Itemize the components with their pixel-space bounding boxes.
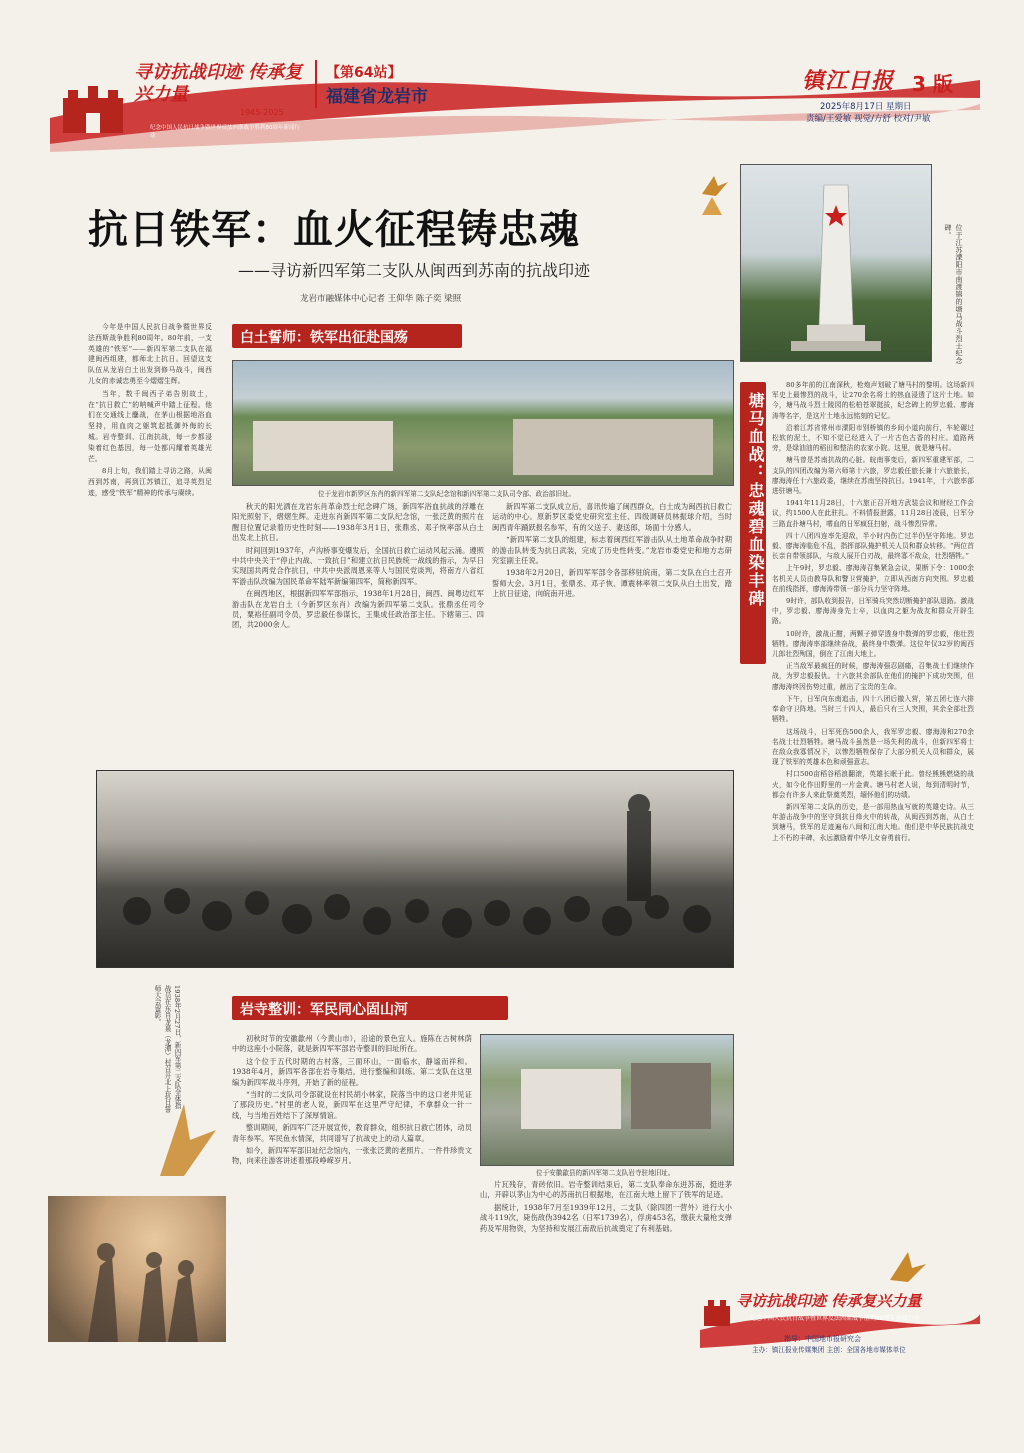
section2-paragraph: 初秋时节的安徽歙州（今黄山市），沿途的景色宜人。施陈在古树林荫中的这座小小院落，就是新四军军部岩寺整训的旧址所在。 — [232, 1034, 472, 1054]
origami-bird-icon — [150, 1100, 220, 1180]
monument-icon — [741, 165, 931, 361]
section2-courtyard-photo — [480, 1034, 734, 1166]
section2-paragraph: 这个位于五代时期的古村落，三面环山，一面临水，静谧而祥和。1938年4月，新四军各部在岩寺集结，进行整编和训练。第二支队在这里编为新四军战斗序列，开始了新的征程。 — [232, 1056, 472, 1087]
section3-paragraph: 新四军第二支队的历史，是一部用热血写就的英雄史诗。从三年游击战争中的坚守到抗日烽火中的转战，从闽西到苏南，从白土到塘马，铁军的足迹遍布八闽和江南大地。他们是中华民族抗战史上不朽的丰碑，永远激励着中华儿女奋勇前行。 — [772, 802, 974, 842]
section1-body-col2 — [492, 502, 732, 770]
section2-paragraph: 据统计，1938年7月至1939年12月，二支队（除四团一营外）进行大小战斗119次，毙伤敌伪3942名（日军1739名），俘虏453名，缴获大量枪支弹药及军用物资，为坚持和发展江南敌后抗战奠定了有利基础。 — [480, 1202, 732, 1233]
section2-paragraph: “当时的二支队司令部就设在村民胡小林家，院落当中的这口老井见证了那段历史。”村里的老人说，新四军在这里严守纪律，不拿群众一针一线，与当地百姓结下了深厚情谊。 — [232, 1090, 472, 1120]
section1-paragraph: “新四军第二支队的组建，标志着闽西红军游击队从土地革命战争时期的游击队转变为抗日武装，完成了历史性转变。”龙岩市委党史和地方志研究室副主任说。 — [492, 535, 732, 566]
masthead — [50, 48, 980, 156]
section3-paragraph: 下午，日军向东南追击，四十八团后撤入营，第五团七连六排奉命守卫阵地。当时三十四人，最后只有三人突围，其余全部壮烈牺牲。 — [772, 694, 974, 724]
section3-body — [772, 380, 974, 1284]
section3-paragraph: 村口500亩稻谷稻浪翻滚，英雄长眠于此。曾经熊熊燃烧的战火，如今化作田野里的一片金黄。塘马村老人说，每到清明时节，都会有许多人来此祭奠英烈，缅怀他们的功绩。 — [772, 770, 974, 799]
section1-paragraph: 时间回到1937年，卢沟桥事变爆发后，全国抗日救亡运动风起云涌。遵照中共中央关于“停止内战、一致抗日”和建立抗日民族统一战线的指示，为早日实现国共两党合作抗日，中共中央派周恩来等人与国民党谈判，将南方八省红军游击队改编为国民革命军陆军新编第四军，简称新四军。 — [232, 545, 484, 586]
section2-paragraph: 片瓦残存，青砖依旧。岩寺整训结束后，第二支队奉命东进苏南，挺进茅山，开辟以茅山为中心的苏南抗日根据地，在江南大地上留下了铁军的足迹。 — [480, 1180, 732, 1200]
footer-guide: 指导：中国地市报研究会 — [784, 1335, 861, 1343]
intro-paragraph: 8月上旬，我们踏上寻访之路，从闽西到苏南，再到江苏镇江，追寻英烈足迹，感受“铁军”精神的传承与赓续。 — [88, 467, 212, 497]
edition-number: 3 版 — [912, 72, 953, 96]
headline: 抗日铁军：血火征程铸忠魂 — [88, 207, 580, 253]
soldier-sculpture-figures — [48, 1196, 226, 1342]
subhead: ——寻访新四军第二支队从闽西到苏南的抗战印迹 — [238, 261, 591, 280]
section3-paragraph: 正当敌军最疯狂的时候，廖海涛强忍剧痛，召集战士们继续作战，为罗忠毅报仇。十六旅其余部队在他们的掩护下成功突围，但廖海涛终因伤势过重，献出了宝贵的生命。 — [772, 662, 974, 691]
station-name: 福建省龙岩市 — [326, 87, 428, 107]
section3-paragraph: 9时许，部队收到报告，日军骑兵突然切断掩护部队退路。激战中，罗忠毅、廖海涛身先士卒，以血肉之躯为战友和群众开辟生路。 — [772, 597, 974, 626]
origami-bird-icon — [700, 195, 724, 219]
photo4-caption: 位于江苏溧阳市南渡镇的塘马战斗烈士纪念碑。 — [944, 224, 963, 364]
byline: 龙岩市融媒体中心记者 王仰华 陈子奕 梁照 — [300, 294, 462, 304]
crowd-silhouettes — [97, 771, 733, 967]
section1-paragraph: 秋天的阳光洒在龙岩东肖革命烈士纪念碑广场，新四军浴血抗战的浮雕在阳光照射下，熠熠生辉。走进东肖新四军第二支队纪念馆，一张泛黄的照片在醒目位置记录着历史性时刻——1938年3月1日，张鼎丞、邓子恢率部从白土出发北上抗日。 — [232, 502, 484, 543]
date-line: 2025年8月17日 星期日 — [820, 102, 912, 112]
footer-campaign-badge — [700, 1290, 980, 1352]
section2-body-col1 — [232, 1034, 472, 1336]
section1-title: 白土誓师：铁军出征赴国殇 — [240, 330, 408, 346]
section3-paragraph: 80多年前的江南深秋，枪炮声划破了塘马村的黎明。这场新四军史上最惨烈的战斗，让270余名将士的热血浸透了这片土地。如今，塘马战斗烈士陵园的松柏苍翠挺拔，纪念碑上的罗忠毅、廖海涛等名字，是这片土地永远铭刻的记忆。 — [772, 381, 974, 420]
section1-paragraph: 新四军第二支队成立后，喜讯传遍了闽西群众，白土成为闽西抗日救亡运动的中心。原新罗区委党史研究室主任、四级调研员林振球介绍，当时闽西青年踊跃报名参军，有的父送子、妻送郎，场面十分感人。 — [492, 502, 732, 532]
section1-paragraph: 1938年2月20日，新四军军部令各部移驻皖南，第二支队在白土召开誓师大会。3月1日，张鼎丞、邓子恢、谭震林率领二支队从白土出发，踏上抗日征途，向皖南开进。 — [492, 568, 732, 599]
origami-bird-icon — [888, 1250, 928, 1284]
intro-column — [88, 322, 212, 642]
section3-paragraph: 上午9时，罗忠毅、廖海涛召集紧急会议，果断下令：1000余名机关人员由教导队和警卫营掩护，立即从西南方向突围。罗忠毅在前线指挥，廖海涛带领一部分兵力坚守阵地。 — [772, 564, 974, 593]
photo3-caption: 位于安徽歙县的新四军第二支队岩寺驻地旧址。 — [536, 1169, 675, 1177]
campaign-title: 寻访抗战印迹 传承复兴力量 — [134, 62, 303, 105]
intro-paragraph: 今年是中国人民抗日战争暨世界反法西斯战争胜利80周年。80年前，一支英雄的“铁军”——新四军第二支队在福建闽西组建，都师北上抗日。回望这支队伍从龙岩白土出发到修马战斗，闽西儿女的赤诚忠勇至今熠熠生辉。 — [88, 323, 212, 385]
photo2-caption: 1938年2月27日，新四军第二支队全体指战员在东肖龙泉（龙潭）村召开北上抗日誓师大会留影。 — [153, 985, 181, 1113]
section2-paragraph: 整训期间，新四军广泛开展宣传，教育群众，组织抗日救亡团体，动员青年参军。军民鱼水情深，共同谱写了抗战史上的动人篇章。 — [232, 1123, 472, 1143]
campaign-subtitle: 纪念中国人民抗日战争暨世界反法西斯战争胜利80周年新闻行动 — [150, 125, 301, 139]
section2-title-bar — [232, 996, 508, 1020]
section2-body-col2 — [480, 1180, 732, 1336]
section2-title: 岩寺整训：军民同心固山河 — [240, 1002, 408, 1018]
section1-village-photo — [232, 360, 734, 486]
memorial-sculpture-image — [48, 1196, 226, 1342]
great-wall-icon — [58, 68, 128, 138]
intro-paragraph: 当年，数千闽西子弟告别故土，在“抗日救亡”的呐喊声中踏上征程。他们在交通线上鏖战，在茅山根据地浴血坚持，用血肉之躯筑起抵御外侮的长城。岩寺整训、江南抗战，每一步都浸染着红色基因，每一处都闪耀着英雄光芒。 — [88, 389, 212, 463]
campaign-years: 1945-2025 — [240, 108, 284, 117]
section3-paragraph: 沿着江苏省常州市溧阳市别桥镇的乡间小道向前行，车轮碾过松软的泥土，不知不觉已经进入了一片古色古香的村庄。道路两旁，是绿油油的稻田和整洁的农家小院。这里，就是塘马村。 — [772, 423, 974, 453]
section1-paragraph: 在闽西地区，根据新四军军部指示，1938年1月28日，闽西、闽粤边红军游击队在龙岩白土（今新罗区东肖）改编为新四军第二支队。张鼎丞任司令员，粟裕任副司令员，罗忠毅任参谋长，王集成任政治部主任。下辖第三、四团，共2000余人。 — [232, 589, 484, 630]
monument-photo — [740, 164, 932, 362]
paper-name: 镇江日报 — [802, 68, 895, 94]
section2-paragraph: 如今，新四军军部旧址纪念馆内，一张张泛黄的老照片、一件件珍贵文物，向来往游客讲述着那段峥嵘岁月。 — [232, 1146, 472, 1166]
section3-paragraph: 塘马曾是苏南抗战的心脏。皖南事变后，新四军重建军部，二支队的四团改编为第六师第十六旅，罗忠毅任旅长兼十六旅旅长，廖海涛任十六旅政委，继续在苏南坚持抗日。1941年，十六旅率部进驻塘马。 — [772, 456, 974, 496]
section3-title-bar — [740, 382, 766, 664]
editors-line: 责编/王爱敏 视觉/方舒 校对/尹敏 — [806, 114, 931, 124]
section3-paragraph: 四十八团四连率先迎敌，半小时内伤亡过半仍坚守阵地。罗忠毅、廖海涛临危不乱，指挥部队掩护机关人员和群众转移。“两位首长亲自带领部队，与敌人展开白刃战，最终寡不敌众，壮烈牺牲。” — [772, 531, 974, 561]
section1-title-bar — [232, 324, 462, 348]
section3-paragraph: 1941年11月28日，十六旅正召开地方武装会议和财经工作会议，约1500人在此驻扎。不料情报泄露，11月28日凌晨，日军分三路直扑塘马村，嗜血的日军疯狂扫射，战斗惨烈异常。 — [772, 499, 974, 528]
section3-paragraph: 这场战斗，日军死伤500余人，我军罗忠毅、廖海涛和270余名战士壮烈牺牲。塘马战斗虽然是一场失利的战斗，但新四军将士在敌众我寡情况下，以惨烈牺牲保存了大部分机关人员和群众，展现了铁军的英雄本色和顽强意志。 — [772, 727, 974, 767]
station-divider — [315, 60, 317, 108]
station-badge: 【第64站】 — [326, 65, 402, 81]
section3-paragraph: 10时许，激战正酣，两颗子弹穿透身中数弹的罗忠毅，他壮烈牺牲。廖海涛率部继续奋战，最终身中数弹。这位年仅32岁的闽西儿郎壮烈殉国，倒在了江南大地上。 — [772, 629, 974, 659]
footer-campaign-title: 寻访抗战印迹 传承复兴力量 — [736, 1292, 922, 1310]
section3-title: 塘马血战：忠魂碧血染丰碑 — [746, 392, 765, 608]
historical-rally-photo — [96, 770, 734, 968]
section1-body-col1 — [232, 502, 484, 770]
photo1-caption: 位于龙岩市新罗区东肖的新四军第二支队纪念馆和新四军第二支队司令部、政治部旧址。 — [318, 490, 576, 498]
footer-hosts: 主办：镇江报业传媒集团 主创：全国各地市媒体单位 — [752, 1346, 906, 1354]
footer-subtitle: 纪念中国人民抗日战争暨世界反法西斯战争胜利80周年新闻行动 — [750, 1315, 920, 1322]
